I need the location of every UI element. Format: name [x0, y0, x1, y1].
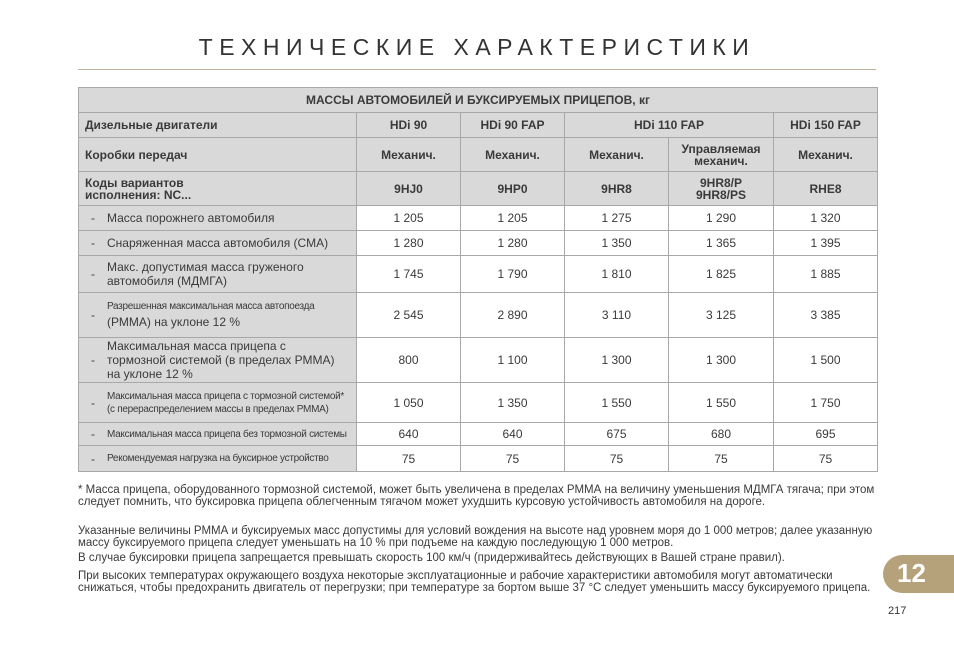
- cell: 1 365: [669, 231, 774, 256]
- row-bullet: -: [91, 353, 95, 367]
- gearbox-label: Коробки передач: [79, 138, 357, 172]
- engines-label: Дизельные двигатели: [79, 113, 357, 138]
- cell: 640: [357, 423, 461, 446]
- code-header: 9HP0: [461, 172, 565, 206]
- note-altitude: Указанные величины РММА и буксируемых масс допустимы для условий вождения на высоте над уровнем моря до 1 000 метров; далее указанную массу буксируемого прицепа следует уменьшать на 10 % при подъеме на каждую последующую 1 000 метров.: [78, 525, 873, 549]
- row-label: Рекомендуемая нагрузка на буксирное устройство: [107, 453, 329, 464]
- row-label: Макс. допустимая масса груженого автомобиля (МДМГА): [107, 260, 304, 288]
- row-bullet: -: [91, 395, 95, 410]
- gearbox-header: Управляемая механич.: [669, 138, 774, 172]
- cell: 1 275: [565, 206, 669, 231]
- cell: 3 385: [774, 293, 878, 338]
- cell: 1 825: [669, 256, 774, 293]
- cell: 1 050: [357, 383, 461, 423]
- code-header: 9HJ0: [357, 172, 461, 206]
- footnote: * Масса прицепа, оборудованного тормозной системой, может быть увеличена в пределах РММА на величину уменьшения МДМГА тягача; при этом следует помнить, что буксировка прицепа облегченным тягачом может ухудшить курсовую устойчивость автомобиля на дороге.: [78, 484, 875, 508]
- engine-header: HDi 150 FAP: [774, 113, 878, 138]
- row-label: (с перераспределением массы в пределах РММА): [107, 403, 329, 415]
- table-row: [79, 256, 878, 293]
- cell: 1 790: [461, 256, 565, 293]
- cell: 1 750: [774, 383, 878, 423]
- cell: 3 110: [565, 293, 669, 338]
- code-header: 9HR8/P 9HR8/PS: [669, 172, 774, 206]
- gearbox-header: Механич.: [357, 138, 461, 172]
- cell: 75: [774, 446, 878, 472]
- cell: 75: [565, 446, 669, 472]
- table-row: [79, 231, 878, 256]
- cell: 2 545: [357, 293, 461, 338]
- row-bullet: -: [91, 427, 95, 441]
- engine-header: HDi 90 FAP: [461, 113, 565, 138]
- mass-spec-table: [78, 87, 878, 472]
- cell: 1 280: [461, 231, 565, 256]
- engine-header: HDi 90: [357, 113, 461, 138]
- row-label: (РММА) на уклоне 12 %: [107, 315, 241, 329]
- gearbox-header: Механич.: [565, 138, 669, 172]
- table-row: [79, 206, 878, 231]
- table-row: [79, 423, 878, 446]
- cell: 640: [461, 423, 565, 446]
- row-label: Снаряженная масса автомобиля (СМА): [107, 236, 329, 250]
- cell: 3 125: [669, 293, 774, 338]
- row-label: Разрешенная максимальная масса автопоезда: [107, 301, 315, 312]
- table-row: [79, 383, 878, 423]
- table-row: [79, 446, 878, 472]
- row-bullet: -: [91, 211, 95, 225]
- row-bullet: -: [91, 267, 95, 281]
- row-label: Максимальная масса прицепа с тормозной системой*: [107, 390, 344, 402]
- cell: 1 745: [357, 256, 461, 293]
- cell: 1 205: [357, 206, 461, 231]
- row-label: Максимальная масса прицепа без тормозной системы: [107, 428, 347, 440]
- cell: 1 205: [461, 206, 565, 231]
- page-number: 217: [888, 605, 907, 617]
- cell: 75: [461, 446, 565, 472]
- cell: 1 500: [774, 338, 878, 383]
- codes-label: Коды вариантов исполнения: NC...: [79, 172, 357, 206]
- cell: 1 550: [565, 383, 669, 423]
- table-caption: МАССЫ АВТОМОБИЛЕЙ И БУКСИРУЕМЫХ ПРИЦЕПОВ, кг: [79, 88, 878, 113]
- cell: 1 100: [461, 338, 565, 383]
- chapter-tab: [883, 555, 954, 593]
- cell: 695: [774, 423, 878, 446]
- title-divider: [78, 69, 876, 70]
- cell: 1 350: [461, 383, 565, 423]
- cell: 1 550: [669, 383, 774, 423]
- gearbox-header: Механич.: [774, 138, 878, 172]
- row-bullet: -: [91, 308, 95, 322]
- row-label: Максимальная масса прицепа с тормозной системой (в пределах РММА) на уклоне 12 %: [107, 339, 335, 381]
- cell: 1 290: [669, 206, 774, 231]
- engine-header: HDi 110 FAP: [565, 113, 774, 138]
- cell: 1 350: [565, 231, 669, 256]
- code-header: RHE8: [774, 172, 878, 206]
- cell: 75: [669, 446, 774, 472]
- row-bullet: -: [91, 451, 95, 466]
- code-header: 9HR8: [565, 172, 669, 206]
- cell: 680: [669, 423, 774, 446]
- cell: 675: [565, 423, 669, 446]
- cell: 1 300: [669, 338, 774, 383]
- table-row: [79, 338, 878, 383]
- cell: 1 280: [357, 231, 461, 256]
- row-bullet: -: [91, 236, 95, 250]
- note-temperature: При высоких температурах окружающего воздуха некоторые эксплуатационные и рабочие характеристики автомобиля могут автоматически снижаться, чтобы предохранить двигатель от перегрузки; при температуре за бортом выше 37 °C следует уменьшить массу буксируемого прицепа.: [78, 570, 871, 594]
- cell: 2 890: [461, 293, 565, 338]
- note-speed: В случае буксировки прицепа запрещается превышать скорость 100 км/ч (придерживайтесь действующих в Вашей стране правил).: [78, 552, 785, 564]
- table-row: [79, 293, 878, 338]
- row-label: Масса порожнего автомобиля: [107, 211, 275, 225]
- cell: 75: [357, 446, 461, 472]
- cell: 1 300: [565, 338, 669, 383]
- cell: 1 810: [565, 256, 669, 293]
- gearbox-header: Механич.: [461, 138, 565, 172]
- cell: 800: [357, 338, 461, 383]
- chapter-number: 12: [897, 558, 926, 588]
- cell: 1 885: [774, 256, 878, 293]
- page-title: ТЕХНИЧЕСКИЕ ХАРАКТЕРИСТИКИ: [198, 34, 756, 60]
- cell: 1 395: [774, 231, 878, 256]
- cell: 1 320: [774, 206, 878, 231]
